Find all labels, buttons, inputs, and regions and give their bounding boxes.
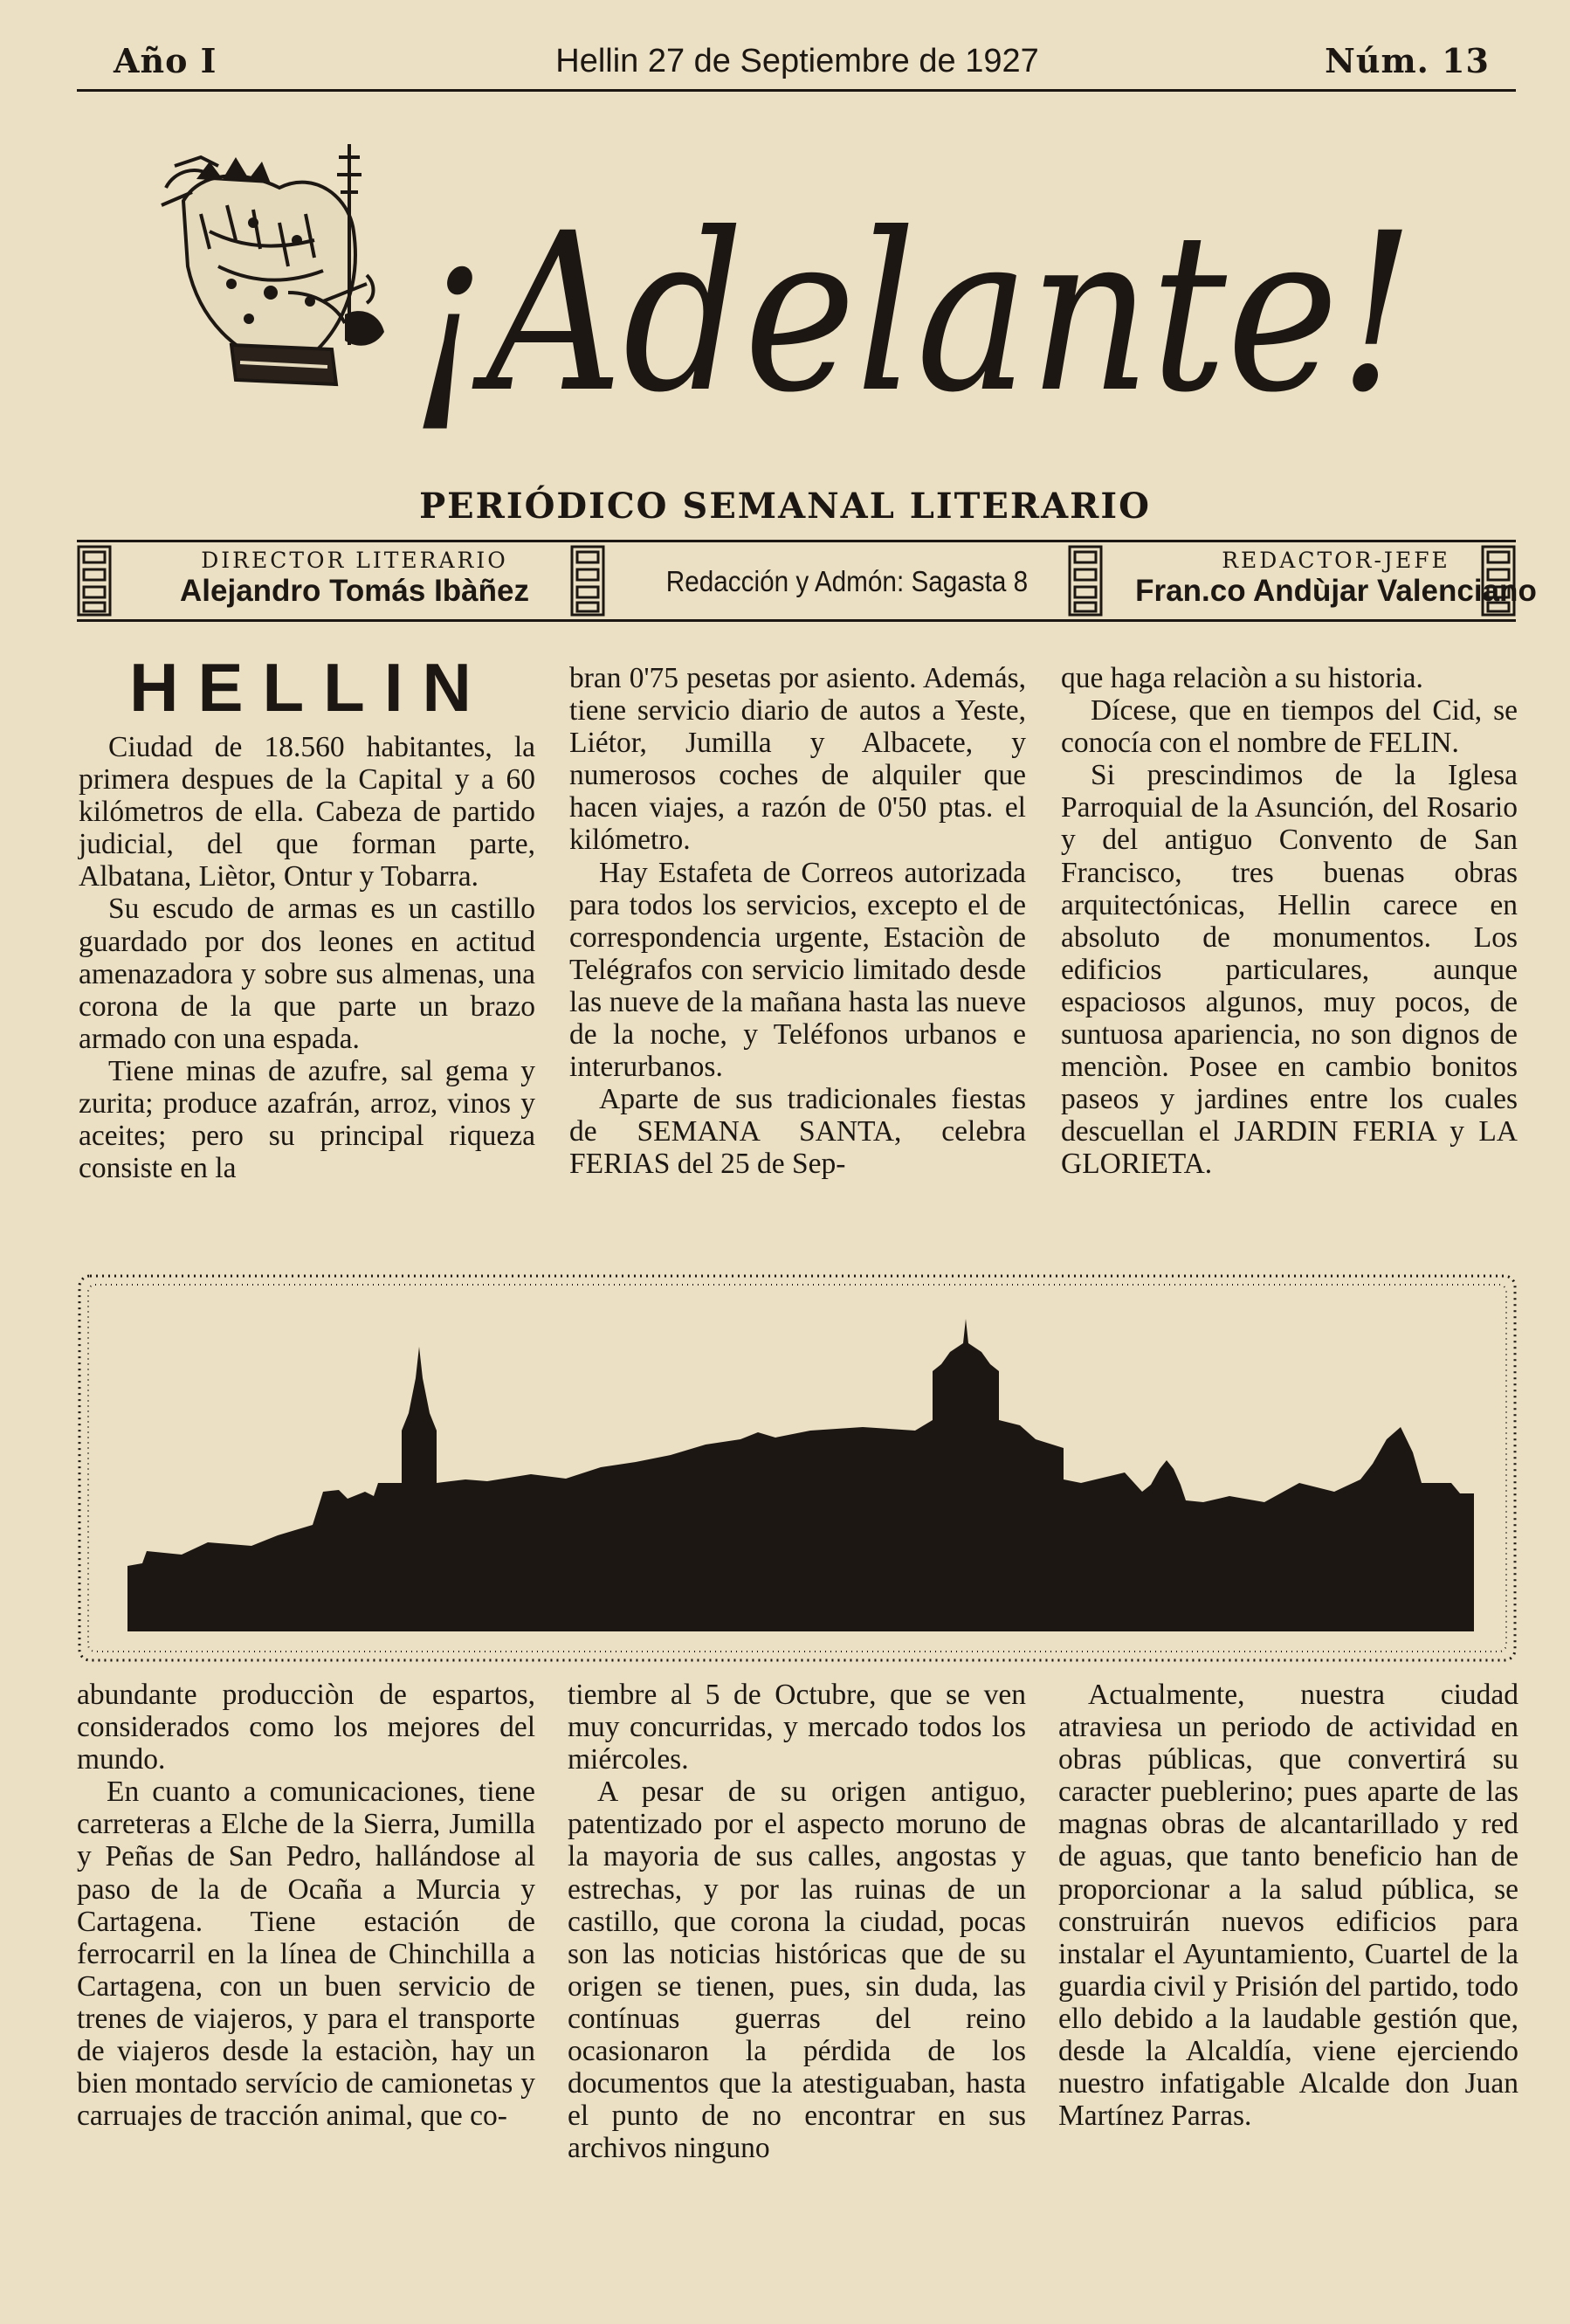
- paragraph: En cuanto a comunicaciones, tiene carreteras a Elche de la Sierra, Jumilla y Peñas de San Pedro, hallándose al paso de la de Ocaña a Murcia y Cartagena. Tiene estación de ferrocarril en la línea de Chinchilla a Cartagena, con un buen servicio de trenes de viajeros, y para el transporte de viajeros desde la estaciòn, hay un bien montado servício de camionetas y carruajes de tracción animal, que co-: [77, 1776, 535, 2133]
- column-2-top: [569, 662, 1026, 1181]
- ornament-icon: [570, 545, 605, 617]
- column-1-top: [79, 731, 535, 1184]
- paragraph: Dícese, que en tiempos del Cid, se conocía con el nombre de FELIN.: [1061, 694, 1518, 760]
- paragraph: Su escudo de armas es un castillo guardado por dos leones en actitud amenazadora y sobre sus almenas, una corona de la que parte un brazo armado con una espada.: [79, 893, 535, 1055]
- ornament-icon: [1481, 545, 1516, 617]
- issue-year: Año I: [114, 41, 217, 80]
- header-rule: [77, 89, 1516, 92]
- ornament-icon: [77, 545, 112, 617]
- paragraph: que haga relaciòn a su historia.: [1061, 662, 1423, 694]
- paragraph: Tiene minas de azufre, sal gema y zurita; produce azafrán, arroz, vinos y aceites; pero su principal riqueza consiste en la: [79, 1054, 535, 1185]
- issue-date: Hellin 27 de Septiembre de 1927: [555, 43, 1039, 79]
- paragraph: tiembre al 5 de Octubre, que se ven muy concurridas, y mercado todos los miércoles.: [568, 1679, 1026, 1776]
- column-3-top: [1061, 662, 1518, 1181]
- svg-text:¡Adelante!: ¡Adelante!: [410, 186, 1415, 440]
- paragraph: A pesar de su origen antiguo, patentizado por el aspecto moruno de la mayoria de sus calles, angostas y estrechas, y por las ruinas de un castillo, que corona la ciudad, pocas son las noticias históricas que de su origen se tienen, pues, sin duda, las contínuas guerras del reino ocasionaron la pérdida de los documentos que la atestiguaban, hasta el punto de no encontrar en sus archivos ninguno: [568, 1776, 1026, 2165]
- paragraph: Hay Estafeta de Correos autorizada para todos los servicios, excepto el de correspondencia urgente, Estaciòn de Telégrafos con servicio limitado desde las nueve de la mañana hasta las nueve de la noche, y Teléfonos urbanos e interurbanos.: [569, 856, 1026, 1084]
- ornament-icon: [1068, 545, 1103, 617]
- editor-role: REDACTOR-JEFE: [1222, 548, 1450, 573]
- paragraph: Ciudad de 18.560 habitantes, la primera despues de la Capital y a 60 kilómetros de ella. Cabeza de partido judicial, del que forman parte, Albatana, Liètor, Ontur y Tobarra.: [79, 731, 535, 893]
- paragraph: Aparte de sus tradicionales fiestas de SEMANA SANTA, celebra FERIAS del 25 de Sep-: [569, 1083, 1026, 1181]
- paragraph: Si prescindimos de la Iglesa Parroquial de la Asunción, del Rosario y del antiguo Convento de San Francisco, tres buenas obras arquitectónicas, Hellin carece en absoluto de monumentos. Los edificios particulares, aunque espaciosos algunos, muy pocos, de suntuosa apariencia, no son dignos de menciòn. Posee en cambio bonitos paseos y jardines entre los cuales descuellan el JARDIN FERIA y LA GLORIETA.: [1061, 759, 1518, 1181]
- director-name: Alejandro Tomás Ibàñez: [180, 574, 529, 608]
- masthead-subtitle: PERIÓDICO SEMANAL LITERARIO: [419, 486, 1151, 527]
- editor-name: Fran.co Andùjar Valenciano: [1135, 574, 1537, 608]
- paragraph: abundante producciòn de espartos, considerados como los mejores del mundo.: [77, 1679, 535, 1776]
- staff-band: [77, 540, 1537, 622]
- emblem-illustration: [148, 118, 410, 441]
- masthead-title: [410, 122, 1458, 472]
- paragraph: Actualmente, nuestra ciudad atraviesa un periodo de actividad en obras públicas, que convertirá su caracter pueblerino; pues aparte de las magnas obras de alcantarillado y red de aguas, que tanto beneficio han de proporcionar a la salud pública, se construirán nuevos edificios para instalar el Ayuntamiento, Cuartel de la guardia civil y Prisión del partido, todo ello debido a la laudable gestión que, desde la Alcaldía, viene ejerciendo nuestro infatigable Alcalde don Juan Martínez Parras.: [1058, 1679, 1518, 2133]
- column-1-bottom: [77, 1679, 535, 2132]
- director-role: DIRECTOR LITERARIO: [201, 548, 508, 573]
- paragraph: bran 0'75 pesetas por asiento. Además, tiene servicio diario de autos a Yeste, Liétor, Jumilla y Albacete, y numerosos coches de alquiler que hacen viajes, a razón de 0'50 ptas. el kilómetro.: [569, 662, 1026, 857]
- office-block: [611, 548, 1083, 615]
- column-3-bottom: [1058, 1679, 1518, 2132]
- city-silhouette-image: [77, 1273, 1518, 1663]
- issue-number: Núm. 13: [1325, 41, 1490, 80]
- column-2-bottom: [568, 1679, 1026, 2164]
- article-heading: HELLIN: [129, 649, 491, 726]
- office-address: Redacción y Admón: Sagasta 8: [665, 565, 1029, 597]
- director-block: [119, 548, 590, 615]
- issue-header: [79, 42, 1516, 86]
